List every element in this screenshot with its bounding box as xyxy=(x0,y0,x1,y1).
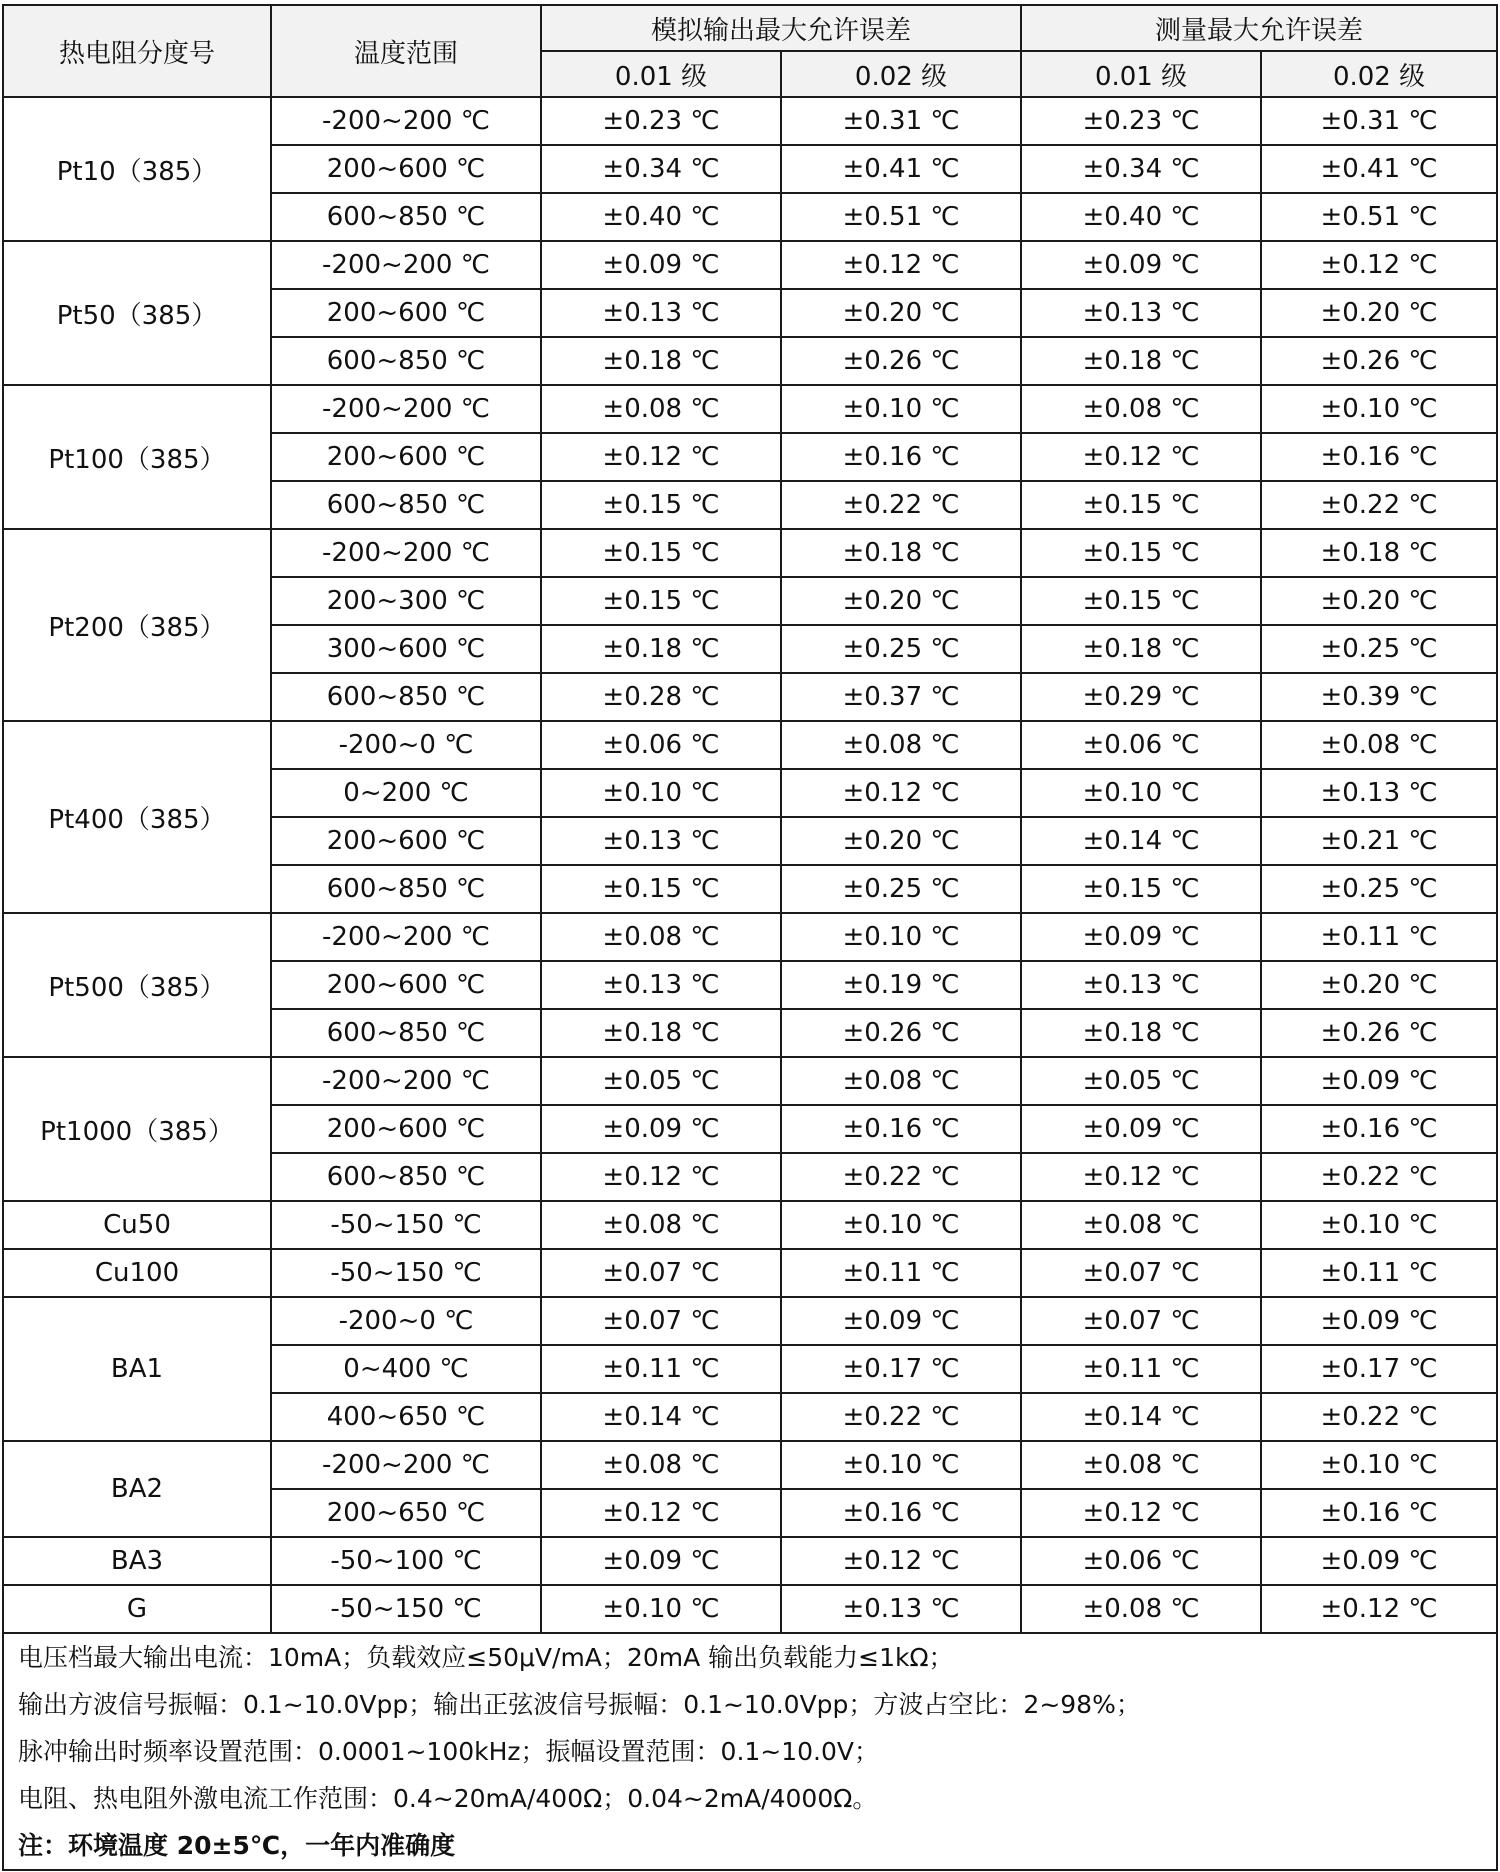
output-002-cell: ±0.12 ℃ xyxy=(781,769,1021,817)
measure-001-cell: ±0.18 ℃ xyxy=(1021,625,1261,673)
output-001-cell: ±0.12 ℃ xyxy=(541,1153,781,1201)
output-001-cell: ±0.13 ℃ xyxy=(541,289,781,337)
header-temp-range: 温度范围 xyxy=(271,5,541,97)
measure-002-cell: ±0.22 ℃ xyxy=(1261,481,1497,529)
temp-range-cell: 600~850 ℃ xyxy=(271,1009,541,1057)
table-row xyxy=(3,1201,1497,1249)
table-row xyxy=(3,1537,1497,1585)
measure-001-cell: ±0.08 ℃ xyxy=(1021,1201,1261,1249)
measure-001-cell: ±0.15 ℃ xyxy=(1021,529,1261,577)
output-001-cell: ±0.08 ℃ xyxy=(541,385,781,433)
header-output-error: 模拟输出最大允许误差 xyxy=(541,5,1021,51)
output-002-cell: ±0.20 ℃ xyxy=(781,577,1021,625)
output-001-cell: ±0.15 ℃ xyxy=(541,865,781,913)
output-002-cell: ±0.10 ℃ xyxy=(781,385,1021,433)
measure-001-cell: ±0.08 ℃ xyxy=(1021,1441,1261,1489)
output-001-cell: ±0.40 ℃ xyxy=(541,193,781,241)
output-002-cell: ±0.12 ℃ xyxy=(781,1537,1021,1585)
measure-001-cell: ±0.18 ℃ xyxy=(1021,337,1261,385)
measure-001-cell: ±0.11 ℃ xyxy=(1021,1345,1261,1393)
table-row xyxy=(3,1297,1497,1345)
output-002-cell: ±0.16 ℃ xyxy=(781,433,1021,481)
output-001-cell: ±0.15 ℃ xyxy=(541,577,781,625)
output-001-cell: ±0.09 ℃ xyxy=(541,241,781,289)
measure-002-cell: ±0.10 ℃ xyxy=(1261,1201,1497,1249)
notes-cell xyxy=(3,1633,1497,1870)
measure-001-cell: ±0.09 ℃ xyxy=(1021,241,1261,289)
measure-002-cell: ±0.22 ℃ xyxy=(1261,1393,1497,1441)
output-002-cell: ±0.16 ℃ xyxy=(781,1489,1021,1537)
rtd-type-cell: Pt1000（385） xyxy=(3,1057,271,1201)
temp-range-cell: -200~200 ℃ xyxy=(271,1441,541,1489)
measure-001-cell: ±0.08 ℃ xyxy=(1021,385,1261,433)
measure-001-cell: ±0.13 ℃ xyxy=(1021,961,1261,1009)
output-001-cell: ±0.18 ℃ xyxy=(541,1009,781,1057)
measure-001-cell: ±0.14 ℃ xyxy=(1021,1393,1261,1441)
output-002-cell: ±0.11 ℃ xyxy=(781,1249,1021,1297)
rtd-type-cell: G xyxy=(3,1585,271,1633)
output-001-cell: ±0.08 ℃ xyxy=(541,1201,781,1249)
temp-range-cell: 300~600 ℃ xyxy=(271,625,541,673)
rtd-type-cell: Pt400（385） xyxy=(3,721,271,913)
output-001-cell: ±0.10 ℃ xyxy=(541,769,781,817)
output-002-cell: ±0.16 ℃ xyxy=(781,1105,1021,1153)
measure-002-cell: ±0.17 ℃ xyxy=(1261,1345,1497,1393)
output-002-cell: ±0.08 ℃ xyxy=(781,1057,1021,1105)
measure-001-cell: ±0.14 ℃ xyxy=(1021,817,1261,865)
measure-001-cell: ±0.06 ℃ xyxy=(1021,721,1261,769)
measure-001-cell: ±0.07 ℃ xyxy=(1021,1297,1261,1345)
table-row xyxy=(3,241,1497,289)
output-002-cell: ±0.17 ℃ xyxy=(781,1345,1021,1393)
temp-range-cell: 200~650 ℃ xyxy=(271,1489,541,1537)
measure-002-cell: ±0.08 ℃ xyxy=(1261,721,1497,769)
output-002-cell: ±0.19 ℃ xyxy=(781,961,1021,1009)
output-002-cell: ±0.09 ℃ xyxy=(781,1297,1021,1345)
temp-range-cell: -200~200 ℃ xyxy=(271,97,541,145)
output-001-cell: ±0.05 ℃ xyxy=(541,1057,781,1105)
temp-range-cell: -50~150 ℃ xyxy=(271,1201,541,1249)
temp-range-cell: -200~200 ℃ xyxy=(271,385,541,433)
measure-002-cell: ±0.25 ℃ xyxy=(1261,865,1497,913)
temp-range-cell: 200~600 ℃ xyxy=(271,817,541,865)
header-rtd-type: 热电阻分度号 xyxy=(3,5,271,97)
temp-range-cell: 200~600 ℃ xyxy=(271,289,541,337)
output-002-cell: ±0.20 ℃ xyxy=(781,289,1021,337)
note-line: 电阻、热电阻外激电流工作范围：0.4~20mA/400Ω；0.04~2mA/4000Ω。 xyxy=(18,1784,878,1813)
temp-range-cell: -200~0 ℃ xyxy=(271,721,541,769)
measure-002-cell: ±0.26 ℃ xyxy=(1261,1009,1497,1057)
measure-002-cell: ±0.25 ℃ xyxy=(1261,625,1497,673)
header-measure-grade-002: 0.02 级 xyxy=(1261,51,1497,97)
rtd-type-cell: Cu50 xyxy=(3,1201,271,1249)
temp-range-cell: -50~150 ℃ xyxy=(271,1249,541,1297)
temp-range-cell: 400~650 ℃ xyxy=(271,1393,541,1441)
table-notes xyxy=(3,1633,1497,1870)
measure-002-cell: ±0.11 ℃ xyxy=(1261,913,1497,961)
output-001-cell: ±0.13 ℃ xyxy=(541,961,781,1009)
output-001-cell: ±0.11 ℃ xyxy=(541,1345,781,1393)
measure-002-cell: ±0.09 ℃ xyxy=(1261,1297,1497,1345)
measure-002-cell: ±0.20 ℃ xyxy=(1261,961,1497,1009)
temp-range-cell: -50~100 ℃ xyxy=(271,1537,541,1585)
temp-range-cell: -200~200 ℃ xyxy=(271,1057,541,1105)
measure-002-cell: ±0.20 ℃ xyxy=(1261,577,1497,625)
temp-range-cell: 200~600 ℃ xyxy=(271,433,541,481)
output-002-cell: ±0.12 ℃ xyxy=(781,241,1021,289)
output-001-cell: ±0.28 ℃ xyxy=(541,673,781,721)
output-002-cell: ±0.22 ℃ xyxy=(781,1393,1021,1441)
output-002-cell: ±0.37 ℃ xyxy=(781,673,1021,721)
output-002-cell: ±0.10 ℃ xyxy=(781,1441,1021,1489)
output-001-cell: ±0.15 ℃ xyxy=(541,481,781,529)
temp-range-cell: 600~850 ℃ xyxy=(271,865,541,913)
temp-range-cell: 600~850 ℃ xyxy=(271,337,541,385)
measure-001-cell: ±0.12 ℃ xyxy=(1021,1489,1261,1537)
measure-001-cell: ±0.10 ℃ xyxy=(1021,769,1261,817)
output-001-cell: ±0.07 ℃ xyxy=(541,1297,781,1345)
header-output-grade-002: 0.02 级 xyxy=(781,51,1021,97)
temp-range-cell: 600~850 ℃ xyxy=(271,481,541,529)
measure-002-cell: ±0.26 ℃ xyxy=(1261,337,1497,385)
output-002-cell: ±0.22 ℃ xyxy=(781,1153,1021,1201)
rtd-type-cell: Pt10（385） xyxy=(3,97,271,241)
temp-range-cell: 200~300 ℃ xyxy=(271,577,541,625)
output-002-cell: ±0.25 ℃ xyxy=(781,625,1021,673)
temp-range-cell: 200~600 ℃ xyxy=(271,145,541,193)
measure-001-cell: ±0.40 ℃ xyxy=(1021,193,1261,241)
output-001-cell: ±0.23 ℃ xyxy=(541,97,781,145)
output-001-cell: ±0.08 ℃ xyxy=(541,1441,781,1489)
rtd-type-cell: BA1 xyxy=(3,1297,271,1441)
output-002-cell: ±0.13 ℃ xyxy=(781,1585,1021,1633)
output-002-cell: ±0.26 ℃ xyxy=(781,337,1021,385)
temp-range-cell: 600~850 ℃ xyxy=(271,673,541,721)
rtd-accuracy-table xyxy=(2,4,1498,1871)
output-001-cell: ±0.13 ℃ xyxy=(541,817,781,865)
output-002-cell: ±0.10 ℃ xyxy=(781,1201,1021,1249)
rtd-type-cell: BA3 xyxy=(3,1537,271,1585)
measure-001-cell: ±0.15 ℃ xyxy=(1021,481,1261,529)
table-row xyxy=(3,913,1497,961)
note-bold: 注：环境温度 20±5℃，一年内准确度 xyxy=(18,1831,456,1860)
rtd-type-cell: Pt200（385） xyxy=(3,529,271,721)
output-002-cell: ±0.22 ℃ xyxy=(781,481,1021,529)
output-001-cell: ±0.12 ℃ xyxy=(541,433,781,481)
note-line: 脉冲输出时频率设置范围：0.0001~100kHz；振幅设置范围：0.1~10.0V； xyxy=(18,1737,880,1766)
measure-001-cell: ±0.18 ℃ xyxy=(1021,1009,1261,1057)
temp-range-cell: 200~600 ℃ xyxy=(271,1105,541,1153)
output-001-cell: ±0.09 ℃ xyxy=(541,1537,781,1585)
output-002-cell: ±0.25 ℃ xyxy=(781,865,1021,913)
measure-001-cell: ±0.05 ℃ xyxy=(1021,1057,1261,1105)
rtd-type-cell: Pt500（385） xyxy=(3,913,271,1057)
measure-001-cell: ±0.29 ℃ xyxy=(1021,673,1261,721)
measure-001-cell: ±0.23 ℃ xyxy=(1021,97,1261,145)
output-002-cell: ±0.41 ℃ xyxy=(781,145,1021,193)
output-002-cell: ±0.10 ℃ xyxy=(781,913,1021,961)
measure-001-cell: ±0.12 ℃ xyxy=(1021,1153,1261,1201)
temp-range-cell: 0~200 ℃ xyxy=(271,769,541,817)
output-001-cell: ±0.18 ℃ xyxy=(541,337,781,385)
measure-001-cell: ±0.09 ℃ xyxy=(1021,913,1261,961)
output-001-cell: ±0.06 ℃ xyxy=(541,721,781,769)
measure-002-cell: ±0.22 ℃ xyxy=(1261,1153,1497,1201)
header-measure-grade-001: 0.01 级 xyxy=(1021,51,1261,97)
measure-001-cell: ±0.08 ℃ xyxy=(1021,1585,1261,1633)
measure-002-cell: ±0.39 ℃ xyxy=(1261,673,1497,721)
measure-002-cell: ±0.16 ℃ xyxy=(1261,1105,1497,1153)
temp-range-cell: 600~850 ℃ xyxy=(271,1153,541,1201)
temp-range-cell: 0~400 ℃ xyxy=(271,1345,541,1393)
temp-range-cell: 600~850 ℃ xyxy=(271,193,541,241)
table-row xyxy=(3,529,1497,577)
table-row xyxy=(3,385,1497,433)
output-001-cell: ±0.08 ℃ xyxy=(541,913,781,961)
output-001-cell: ±0.10 ℃ xyxy=(541,1585,781,1633)
header-measure-error: 测量最大允许误差 xyxy=(1021,5,1497,51)
measure-001-cell: ±0.06 ℃ xyxy=(1021,1537,1261,1585)
measure-001-cell: ±0.09 ℃ xyxy=(1021,1105,1261,1153)
measure-002-cell: ±0.12 ℃ xyxy=(1261,241,1497,289)
output-002-cell: ±0.08 ℃ xyxy=(781,721,1021,769)
output-001-cell: ±0.14 ℃ xyxy=(541,1393,781,1441)
rtd-type-cell: BA2 xyxy=(3,1441,271,1537)
output-002-cell: ±0.26 ℃ xyxy=(781,1009,1021,1057)
measure-002-cell: ±0.16 ℃ xyxy=(1261,1489,1497,1537)
table-row xyxy=(3,1057,1497,1105)
temp-range-cell: -200~200 ℃ xyxy=(271,529,541,577)
output-001-cell: ±0.12 ℃ xyxy=(541,1489,781,1537)
measure-002-cell: ±0.10 ℃ xyxy=(1261,385,1497,433)
output-002-cell: ±0.51 ℃ xyxy=(781,193,1021,241)
table-row xyxy=(3,1249,1497,1297)
measure-002-cell: ±0.20 ℃ xyxy=(1261,289,1497,337)
header-output-grade-001: 0.01 级 xyxy=(541,51,781,97)
table-row xyxy=(3,721,1497,769)
output-002-cell: ±0.18 ℃ xyxy=(781,529,1021,577)
output-001-cell: ±0.09 ℃ xyxy=(541,1105,781,1153)
rtd-type-cell: Pt50（385） xyxy=(3,241,271,385)
measure-001-cell: ±0.13 ℃ xyxy=(1021,289,1261,337)
measure-001-cell: ±0.15 ℃ xyxy=(1021,577,1261,625)
output-001-cell: ±0.07 ℃ xyxy=(541,1249,781,1297)
table-row xyxy=(3,1441,1497,1489)
measure-002-cell: ±0.10 ℃ xyxy=(1261,1441,1497,1489)
output-001-cell: ±0.15 ℃ xyxy=(541,529,781,577)
measure-002-cell: ±0.21 ℃ xyxy=(1261,817,1497,865)
measure-002-cell: ±0.13 ℃ xyxy=(1261,769,1497,817)
rtd-type-cell: Pt100（385） xyxy=(3,385,271,529)
measure-002-cell: ±0.16 ℃ xyxy=(1261,433,1497,481)
rtd-type-cell: Cu100 xyxy=(3,1249,271,1297)
table-body xyxy=(3,97,1497,1633)
measure-002-cell: ±0.09 ℃ xyxy=(1261,1537,1497,1585)
output-001-cell: ±0.34 ℃ xyxy=(541,145,781,193)
measure-001-cell: ±0.34 ℃ xyxy=(1021,145,1261,193)
temp-range-cell: -200~200 ℃ xyxy=(271,241,541,289)
measure-002-cell: ±0.18 ℃ xyxy=(1261,529,1497,577)
output-002-cell: ±0.20 ℃ xyxy=(781,817,1021,865)
output-002-cell: ±0.31 ℃ xyxy=(781,97,1021,145)
measure-001-cell: ±0.07 ℃ xyxy=(1021,1249,1261,1297)
temp-range-cell: -50~150 ℃ xyxy=(271,1585,541,1633)
measure-001-cell: ±0.12 ℃ xyxy=(1021,433,1261,481)
table-header xyxy=(3,5,1497,97)
measure-002-cell: ±0.51 ℃ xyxy=(1261,193,1497,241)
measure-001-cell: ±0.15 ℃ xyxy=(1021,865,1261,913)
temp-range-cell: -200~0 ℃ xyxy=(271,1297,541,1345)
temp-range-cell: 200~600 ℃ xyxy=(271,961,541,1009)
measure-002-cell: ±0.31 ℃ xyxy=(1261,97,1497,145)
output-001-cell: ±0.18 ℃ xyxy=(541,625,781,673)
measure-002-cell: ±0.09 ℃ xyxy=(1261,1057,1497,1105)
measure-002-cell: ±0.41 ℃ xyxy=(1261,145,1497,193)
measure-002-cell: ±0.11 ℃ xyxy=(1261,1249,1497,1297)
temp-range-cell: -200~200 ℃ xyxy=(271,913,541,961)
table-row xyxy=(3,1585,1497,1633)
measure-002-cell: ±0.12 ℃ xyxy=(1261,1585,1497,1633)
note-line: 输出方波信号振幅：0.1~10.0Vpp；输出正弦波信号振幅：0.1~10.0Vpp；方波占空比：2~98%； xyxy=(18,1690,1141,1719)
table-row xyxy=(3,97,1497,145)
note-line: 电压档最大输出电流：10mA；负载效应≤50μV/mA；20mA 输出负载能力≤1kΩ； xyxy=(18,1643,954,1672)
